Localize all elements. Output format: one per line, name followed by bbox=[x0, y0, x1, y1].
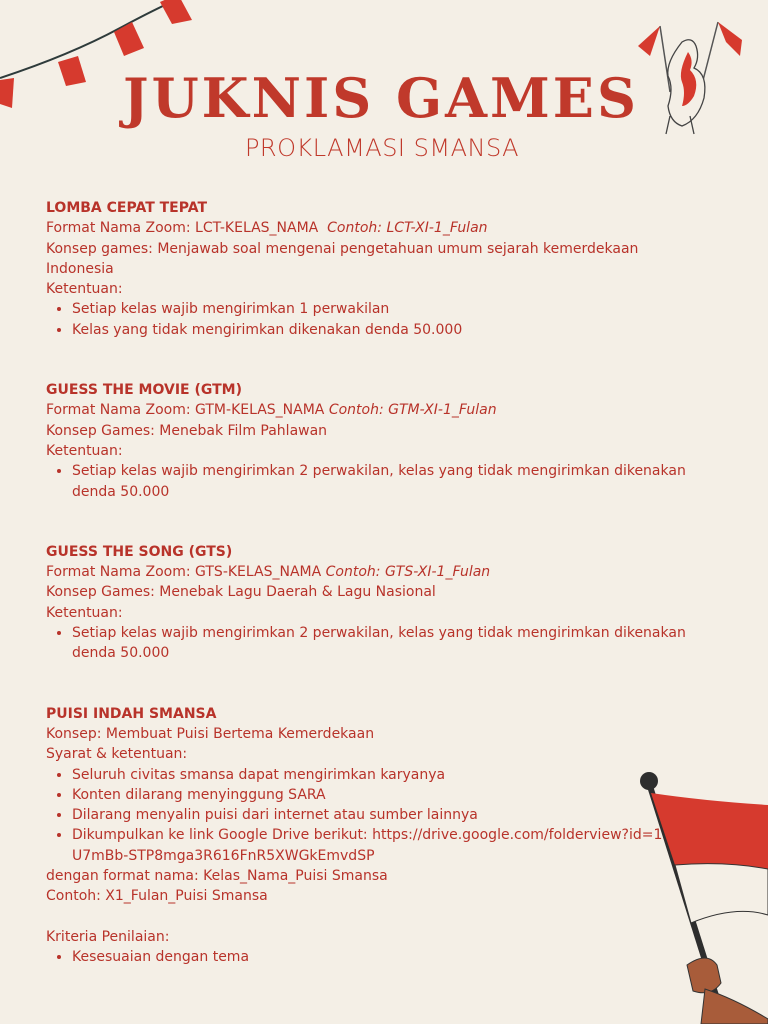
spacer bbox=[46, 907, 706, 927]
criteria-list bbox=[46, 947, 706, 967]
format-label: Format Nama Zoom: GTS-KELAS_NAMA bbox=[46, 564, 322, 581]
format-label: Format Nama Zoom: LCT-KELAS_NAMA bbox=[46, 220, 319, 237]
concept-line: Konsep: Membuat Puisi Bertema Kemerdekaan bbox=[46, 725, 375, 742]
section-title: PUISI INDAH SMANSA bbox=[46, 705, 217, 722]
format-line: dengan format nama: Kelas_Nama_Puisi Smansa bbox=[46, 868, 388, 885]
document-body bbox=[46, 198, 706, 1008]
example-line: Contoh: X1_Fulan_Puisi Smansa bbox=[46, 888, 268, 905]
section-gts bbox=[46, 542, 706, 664]
page-title: JUKNIS GAMES bbox=[123, 66, 639, 130]
rules-list bbox=[46, 461, 706, 502]
rules-list bbox=[46, 623, 706, 664]
list-item: • Konten dilarang menyinggung SARA bbox=[72, 785, 672, 805]
format-example: Contoh: GTS-XI-1_Fulan bbox=[325, 564, 491, 581]
list-item: • Setiap kelas wajib mengirimkan 1 perwakilan bbox=[72, 299, 706, 319]
criteria-label: Kriteria Penilaian: bbox=[46, 928, 170, 945]
list-item: • Seluruh civitas smansa dapat mengirimkan karyanya bbox=[72, 765, 672, 785]
list-item-drive-link[interactable]: • Dikumpulkan ke link Google Drive berikut: https://drive.google.com/folderview?id=1U7mBb-STP8mga3R616FnR5XWGkEmvdSP bbox=[72, 825, 672, 866]
concept-line: Konsep games: Menjawab soal mengenai pengetahuan umum sejarah kemerdekaan Indonesia bbox=[46, 240, 639, 277]
rules-label: Syarat & ketentuan: bbox=[46, 746, 188, 763]
concept-line: Konsep Games: Menebak Lagu Daerah & Lagu Nasional bbox=[46, 584, 436, 601]
list-item: • Kelas yang tidak mengirimkan dikenakan denda 50.000 bbox=[72, 320, 706, 340]
format-label: Format Nama Zoom: GTM-KELAS_NAMA bbox=[46, 402, 325, 419]
rules-label: Ketentuan: bbox=[46, 604, 123, 621]
format-line bbox=[46, 218, 706, 238]
rules-list bbox=[46, 299, 706, 340]
list-item: • Dilarang menyalin puisi dari internet atau sumber lainnya bbox=[72, 805, 672, 825]
rules-list bbox=[46, 765, 672, 866]
rules-label: Ketentuan: bbox=[46, 442, 123, 459]
format-line bbox=[46, 562, 706, 582]
rules-label: Ketentuan: bbox=[46, 281, 123, 298]
format-example: Contoh: LCT-XI-1_Fulan bbox=[327, 220, 488, 237]
format-line bbox=[46, 400, 706, 420]
section-title: GUESS THE SONG (GTS) bbox=[46, 543, 233, 560]
header bbox=[0, 66, 768, 163]
section-puisi bbox=[46, 704, 706, 968]
list-item: • Setiap kelas wajib mengirimkan 2 perwakilan, kelas yang tidak mengirimkan dikenakan denda 50.000 bbox=[72, 623, 706, 664]
section-lct bbox=[46, 198, 706, 340]
list-item: • Kesesuaian dengan tema bbox=[72, 947, 706, 967]
section-gtm bbox=[46, 380, 706, 502]
format-example: Contoh: GTM-XI-1_Fulan bbox=[328, 402, 497, 419]
page-subtitle: PROKLAMASI SMANSA bbox=[244, 134, 520, 162]
list-item: • Setiap kelas wajib mengirimkan 2 perwakilan, kelas yang tidak mengirimkan dikenakan denda 50.000 bbox=[72, 461, 706, 502]
concept-line: Konsep Games: Menebak Film Pahlawan bbox=[46, 422, 328, 439]
section-title: GUESS THE MOVIE (GTM) bbox=[46, 382, 242, 399]
section-title: LOMBA CEPAT TEPAT bbox=[46, 200, 208, 216]
